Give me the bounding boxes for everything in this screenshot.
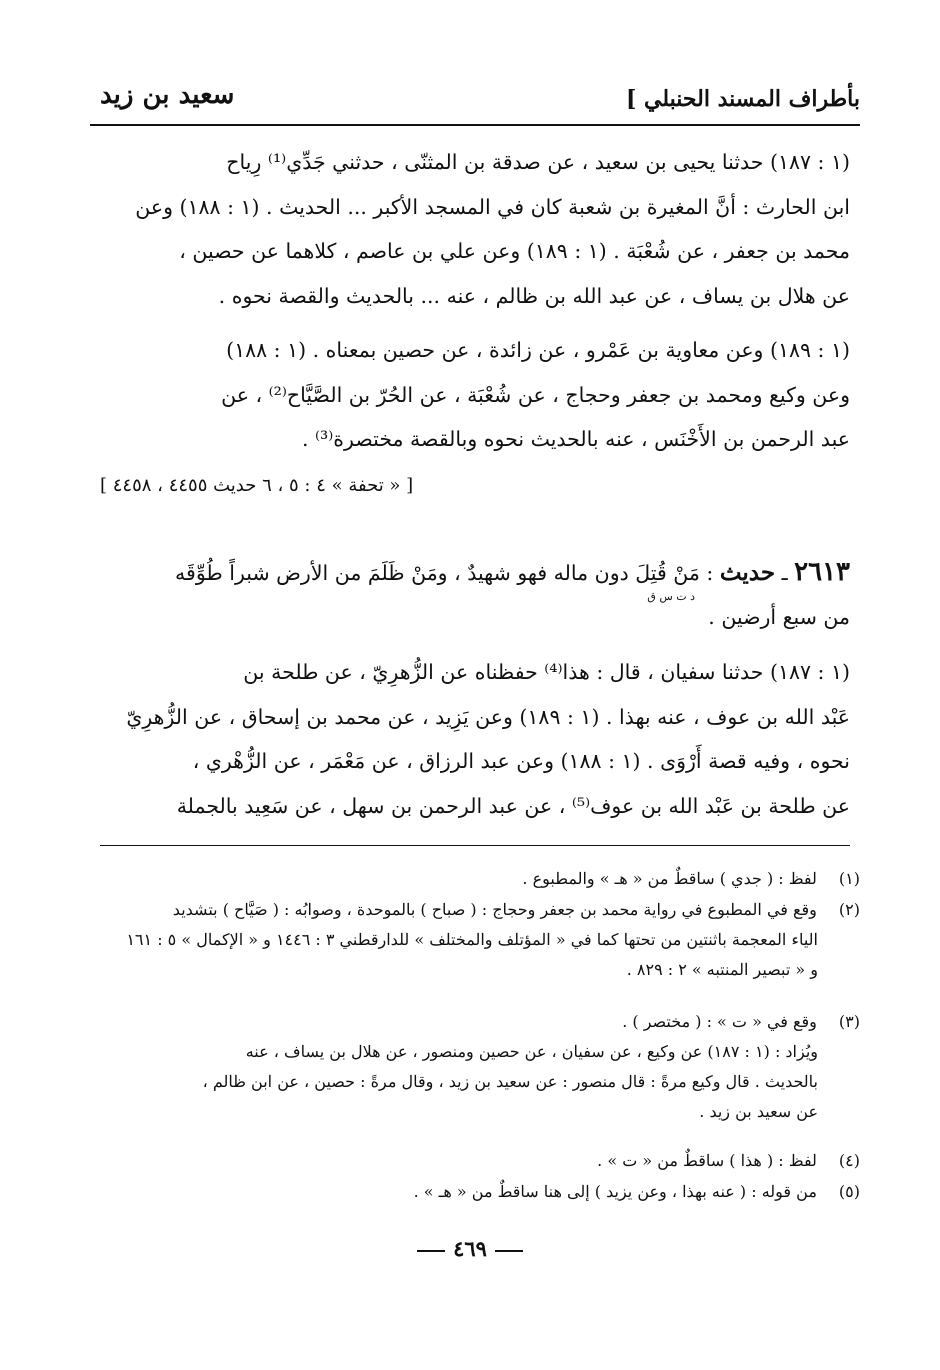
paragraph-1: [105, 140, 850, 318]
running-header: [90, 80, 860, 120]
text-line: (١ : ١٨٩) وعن معاوية بن عَمْرو ، عن زائدة ، عن حصين بمعناه . (١ : ١٨٨): [226, 338, 850, 362]
page-number-dash: [495, 1250, 523, 1252]
footnote-number: (١): [838, 869, 860, 888]
footnote-number: (٤): [838, 1151, 860, 1170]
footnote-line: [95, 1007, 860, 1037]
hadith-line-2: من سبع أرضين .: [708, 604, 850, 629]
text-line: (١ : ١٨٧) حدثنا سفيان ، قال : هذا⁽⁴⁾ حفظناه عن الزُّهرِيّ ، عن طلحة بن: [243, 660, 850, 684]
footnote-line: [95, 864, 860, 894]
text-line: عَبْد الله بن عوف ، عنه بهذا . (١ : ١٨٩) وعن يَزِيد ، عن محمد بن إسحاق ، عن الزُّهرِيّ: [126, 704, 850, 729]
text-line: عن هلال بن يساف ، عن عبد الله بن ظالم ، عنه ... بالحديث والقصة نحوه .: [218, 283, 850, 308]
hadith-text: : مَنْ قُتِلَ دون ماله فهو شهيدٌ ، ومَنْ ظَلَمَ من الأرض شبراً طُوِّقَه: [175, 561, 720, 585]
paragraph-3: [105, 650, 850, 828]
footnote-text: لفظ : ( جدي ) ساقطٌ من « هـ » والمطبوع .: [522, 869, 817, 888]
footnote-text: لفظ : ( هذا ) ساقطٌ من « ت » .: [597, 1151, 817, 1170]
paragraph-2: [105, 328, 850, 462]
footnote-text: وقع في المطبوع في رواية محمد بن جعفر وحجاج : ( صباح ) بالموحدة ، وصوابُه : ( صَيَّاح ) بتشديد: [172, 900, 817, 919]
footnote-line: بالحديث . قال وكيع مرةً : قال منصور : عن سعيد بن زيد ، وقال مرةً : حصين ، عن ابن ظالم ،: [202, 1072, 818, 1091]
footnote-5: [95, 1177, 860, 1207]
footnote-line: و « تبصير المنتبه » ٢ : ٨٢٩ .: [626, 960, 818, 979]
hadith-keyword: حديث: [719, 559, 776, 586]
footnote-1: [95, 864, 860, 894]
footnote-line: [95, 1177, 860, 1207]
footnote-number: (٢): [838, 900, 860, 919]
footnote-text: من قوله : ( عنه بهذا ، وعن يزيد ) إلى هنا ساقطٌ من « هـ » .: [413, 1182, 817, 1201]
footnote-line: ويُزاد : (١ : ١٨٧) عن وكيع ، عن سفيان ، عن حصين ومنصور ، عن هلال بن يساف ، عنه: [245, 1042, 818, 1061]
footnote-line: عن سعيد بن زيد .: [699, 1102, 818, 1121]
footnote-2: [95, 895, 860, 985]
book-title: بأطراف المسند الحنبلي ]: [625, 86, 860, 112]
hadith-line-1: [105, 550, 850, 595]
footnote-number: (٣): [838, 1012, 860, 1031]
section-title: سعيد بن زيد: [100, 80, 235, 110]
page-number-dash: [417, 1250, 445, 1252]
footnote-line: الياء المعجمة باثنتين من تحتها كما في « المؤتلف والمختلف » للدارقطني ٣ : ١٤٤٦ و « الإكمال » ٥ : ١٦١: [126, 930, 818, 949]
text-line: ابن الحارث : أنَّ المغيرة بن شعبة كان في المسجد الأكبر ... الحديث . (١ : ١٨٨) وعن: [135, 194, 850, 219]
hadith-sigla: د ت س ق: [647, 590, 695, 603]
hadith-entry: [105, 550, 850, 639]
footnote-line: [95, 895, 860, 925]
text-line: عن طلحة بن عَبْد الله بن عوف⁽⁵⁾ ، عن عبد الرحمن بن سهل ، عن سَعِيد بالجملة: [176, 793, 850, 818]
text-line: وعن وكيع ومحمد بن جعفر وحجاج ، عن شُعْبَة ، عن الحُرّ بن الصَّيَّاح⁽²⁾ ، عن: [221, 382, 850, 407]
text-line: نحوه ، وفيه قصة أَرْوَى . (١ : ١٨٨) وعن عبد الرزاق ، عن مَعْمَر ، عن الزُّهْري ،: [192, 749, 850, 773]
hadith-dash: ـ: [775, 561, 795, 585]
page-number-value: ٤٦٩: [453, 1236, 487, 1261]
footnote-rule: [100, 845, 850, 846]
text-line: محمد بن جعفر ، عن شُعْبَة . (١ : ١٨٩) وعن علي بن عاصم ، كلاهما عن حصين ،: [179, 239, 850, 263]
footnote-line: [95, 1146, 860, 1176]
footnote-4: [95, 1146, 860, 1176]
footnote-number: (٥): [838, 1182, 860, 1201]
text-line: (١ : ١٨٧) حدثنا يحيى بن سعيد ، عن صدقة بن المثنّى ، حدثني جَدِّي⁽¹⁾ رِياح: [226, 150, 850, 174]
footnote-3: [95, 1007, 860, 1127]
header-rule: [90, 124, 860, 126]
page-number: [0, 1236, 940, 1261]
hadith-number: ٢٦١٣: [794, 557, 850, 587]
tuhfa-reference: [ « تحفة » ٤ : ٥ ، ٦ حديث ٤٤٥٥ ، ٤٤٥٨ ]: [100, 475, 414, 496]
text-line: عبد الرحمن بن الأَخْنَس ، عنه بالحديث نحوه وبالقصة مختصرة⁽³⁾ .: [301, 427, 850, 451]
footnote-text: وقع في « ت » : ( مختصر ) .: [622, 1012, 817, 1031]
